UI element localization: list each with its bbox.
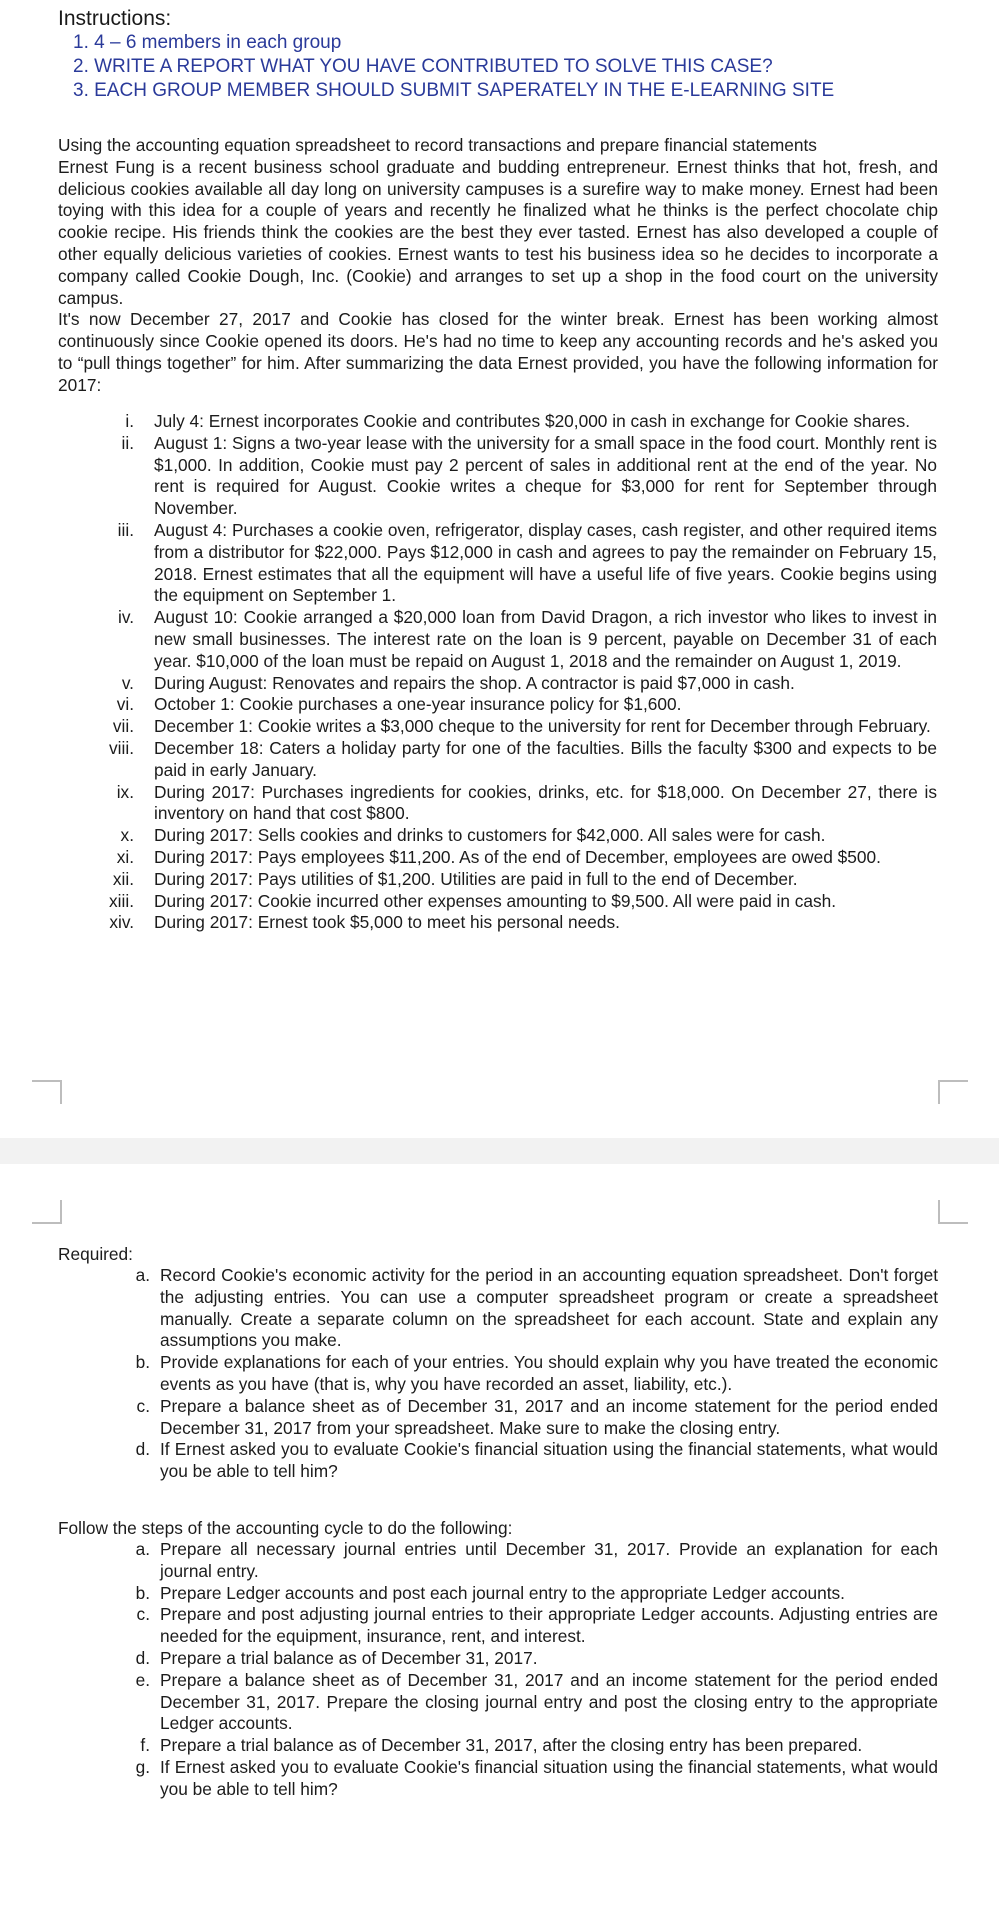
item-text: Prepare Ledger accounts and post each journal entry to the appropriate Ledger accounts. <box>160 1582 845 1603</box>
item-text: If Ernest asked you to evaluate Cookie's financial situation using the financial statements, what would you be able to tell him? <box>160 1756 938 1799</box>
transaction-number: ix. <box>116 781 134 802</box>
list-item <box>58 782 938 826</box>
item-letter: e. <box>135 1669 150 1690</box>
accounting-cycle-list <box>58 1539 938 1801</box>
transaction-number: vii. <box>112 716 134 737</box>
transaction-number: x. <box>120 825 134 846</box>
transaction-number: vi. <box>116 694 134 715</box>
transaction-text: During 2017: Cookie incurred other expenses amounting to $9,500. All were paid in cash. <box>154 890 837 911</box>
page-gap <box>0 1138 999 1164</box>
list-item <box>58 694 938 716</box>
case-paragraph-1: Ernest Fung is a recent business school graduate and budding entrepreneur. Ernest thinks that hot, fresh, and delicious cookies available all day long on university campuses is a surefire way to make money. Ernest had been toying with this idea for a couple of years and recently he finalized what he thinks is the perfect chocolate chip cookie recipe. His friends think the cookies are the best they ever tasted. Ernest has also developed a couple of other equally delicious varieties of cookies. Ernest wants to test his business idea so he decides to incorporate a company called Cookie Dough, Inc. (Cookie) and arranges to set up a shop in the food court on the university campus. <box>58 156 938 308</box>
transaction-number: viii. <box>109 737 134 758</box>
transaction-text: December 18: Caters a holiday party for one of the faculties. Bills the faculty $300 and expects to be paid in early January. <box>154 737 937 780</box>
transaction-number: i. <box>125 411 134 431</box>
list-item <box>58 1648 938 1670</box>
transaction-list <box>58 411 938 934</box>
crop-corner-bottom-left <box>32 1200 62 1224</box>
item-letter: b. <box>135 1582 150 1603</box>
case-text <box>58 135 938 397</box>
list-item <box>58 1735 938 1757</box>
crop-corner-top-left <box>32 1080 62 1104</box>
list-item <box>58 738 938 782</box>
item-text: Prepare a trial balance as of December 31, 2017. <box>160 1647 538 1668</box>
transaction-number: iv. <box>118 607 134 628</box>
item-letter: a. <box>135 1539 150 1559</box>
transaction-number: xiii. <box>109 890 134 911</box>
list-item <box>58 433 938 520</box>
accounting-cycle-title <box>58 1517 512 1539</box>
crop-corner-top-right <box>938 1080 968 1104</box>
transaction-text: August 10: Cookie arranged a $20,000 loan from David Dragon, a rich investor who likes to invest in new small businesses. The interest rate on the loan is 9 percent, payable on December 31 of each year. $10,000 of the loan must be repaid on August 1, 2018 and the remainder on August 1, 2019. <box>154 607 937 671</box>
instruction-item: 1. 4 – 6 members in each group <box>73 32 342 53</box>
instruction-item: 2. WRITE A REPORT WHAT YOU HAVE CONTRIBUTED TO SOLVE THIS CASE? <box>73 56 773 77</box>
list-item <box>58 1670 938 1735</box>
transaction-text: During 2017: Sells cookies and drinks to customers for $42,000. All sales were for cash. <box>154 825 826 846</box>
required-list <box>58 1265 938 1483</box>
case-paragraph-2: It's now December 27, 2017 and Cookie has closed for the winter break. Ernest has been working almost continuously since Cookie opened its doors. He's had no time to keep any accounting records and he's asked you to “pull things together” for him. After summarizing the data Ernest provided, you have the following information for 2017: <box>58 309 938 395</box>
transaction-text: July 4: Ernest incorporates Cookie and contributes $20,000 in cash in exchange for Cookie shares. <box>154 411 911 431</box>
list-item <box>58 1396 938 1440</box>
required-title: Required: <box>58 1244 133 1264</box>
item-text: Provide explanations for each of your entries. You should explain why you have treated the economic events as you have (that is, why you have recorded an asset, liability, etc.). <box>160 1352 938 1394</box>
case-heading: Using the accounting equation spreadsheet to record transactions and prepare financial statements <box>58 135 817 155</box>
item-letter: d. <box>135 1439 150 1460</box>
item-text: Prepare a balance sheet as of December 31, 2017 and an income statement for the period ended December 31, 2017 from your spreadsheet. Make sure to make the closing entry. <box>160 1395 938 1438</box>
list-item <box>58 716 938 738</box>
item-letter: c. <box>136 1395 150 1416</box>
list-item <box>58 1757 938 1801</box>
item-letter: g. <box>135 1756 150 1777</box>
list-item <box>58 825 938 847</box>
instruction-item: 3. EACH GROUP MEMBER SHOULD SUBMIT SAPERATELY IN THE E-LEARNING SITE <box>73 80 835 101</box>
transaction-number: v. <box>121 672 134 693</box>
transaction-text: December 1: Cookie writes a $3,000 cheque to the university for rent for December through February. <box>154 716 931 737</box>
instructions-title: Instructions: <box>58 7 172 30</box>
list-item <box>58 1352 938 1396</box>
accounting-cycle-title-rest: to do the following: <box>363 1518 513 1538</box>
list-item <box>58 1539 938 1583</box>
item-letter: f. <box>140 1735 150 1756</box>
list-item <box>58 1604 938 1648</box>
list-item <box>58 1265 938 1352</box>
list-item <box>58 411 938 433</box>
item-text: Prepare all necessary journal entries until December 31, 2017. Provide an explanation for each journal entry. <box>160 1539 938 1581</box>
transaction-text: During 2017: Purchases ingredients for cookies, drinks, etc. for $18,000. On December 27, there is inventory on hand that cost $800. <box>154 781 937 824</box>
list-item <box>58 847 938 869</box>
transaction-text: During August: Renovates and repairs the shop. A contractor is paid $7,000 in cash. <box>154 672 795 693</box>
list-item <box>58 607 938 672</box>
list-item <box>58 1583 938 1605</box>
item-text: If Ernest asked you to evaluate Cookie's financial situation using the financial statements, what would you be able to tell him? <box>160 1439 938 1482</box>
item-letter: d. <box>135 1647 150 1668</box>
list-item <box>58 520 938 607</box>
transaction-number: iii. <box>117 519 134 540</box>
list-item <box>58 1439 938 1483</box>
transaction-text: August 1: Signs a two-year lease with the university for a small space in the food court. Monthly rent is $1,000. In addition, Cookie must pay 2 percent of sales in additional rent at the end of the year. No rent is required for August. Cookie writes a cheque for $3,000 for rent for September through November. <box>154 432 937 519</box>
item-text: Prepare a balance sheet as of December 31, 2017 and an income statement for the period ended December 31, 2017. Prepare the closing journal entry and post the closing entry to the appropriate Ledger accounts. <box>160 1669 938 1734</box>
transaction-text: During 2017: Pays utilities of $1,200. Utilities are paid in full to the end of December. <box>154 868 798 889</box>
crop-corner-bottom-right <box>938 1200 968 1224</box>
transaction-text: August 4: Purchases a cookie oven, refrigerator, display cases, cash register, and other required items from a distributor for $22,000. Pays $12,000 in cash and agrees to pay the remainder on February 15, 2018. Ernest estimates that all the equipment will have a useful life of five years. Cookie begins using the equipment on September 1. <box>154 519 937 606</box>
list-item <box>58 891 938 913</box>
transaction-text: During 2017: Pays employees $11,200. As of the end of December, employees are owed $500. <box>154 846 881 867</box>
transaction-number: xiv. <box>109 912 134 933</box>
transaction-text: During 2017: Ernest took $5,000 to meet his personal needs. <box>154 912 620 933</box>
transaction-number: xi. <box>116 846 134 867</box>
list-item <box>58 912 938 934</box>
transaction-number: ii. <box>121 432 134 453</box>
transaction-text: October 1: Cookie purchases a one-year insurance policy for $1,600. <box>154 694 682 715</box>
item-text: Record Cookie's economic activity for the period in an accounting equation spreadsheet. Don't forget the adjusting entries. You can use a computer spreadsheet program or create a spreadsheet manually. Create a separate column on the spreadsheet for each account. State and explain any assumptions you make. <box>160 1265 938 1351</box>
list-item <box>58 869 938 891</box>
item-letter: b. <box>135 1352 150 1373</box>
item-letter: c. <box>136 1604 150 1625</box>
accounting-cycle-title-bold: Follow the steps of the accounting cycle <box>58 1518 364 1538</box>
item-text: Prepare and post adjusting journal entries to their appropriate Ledger accounts. Adjusting entries are needed for the equipment, insurance, rent, and interest. <box>160 1604 938 1647</box>
transaction-number: xii. <box>112 868 134 889</box>
item-text: Prepare a trial balance as of December 31, 2017, after the closing entry has been prepared. <box>160 1735 863 1756</box>
item-letter: a. <box>135 1265 150 1285</box>
list-item <box>58 673 938 695</box>
instructions-list <box>73 31 953 103</box>
